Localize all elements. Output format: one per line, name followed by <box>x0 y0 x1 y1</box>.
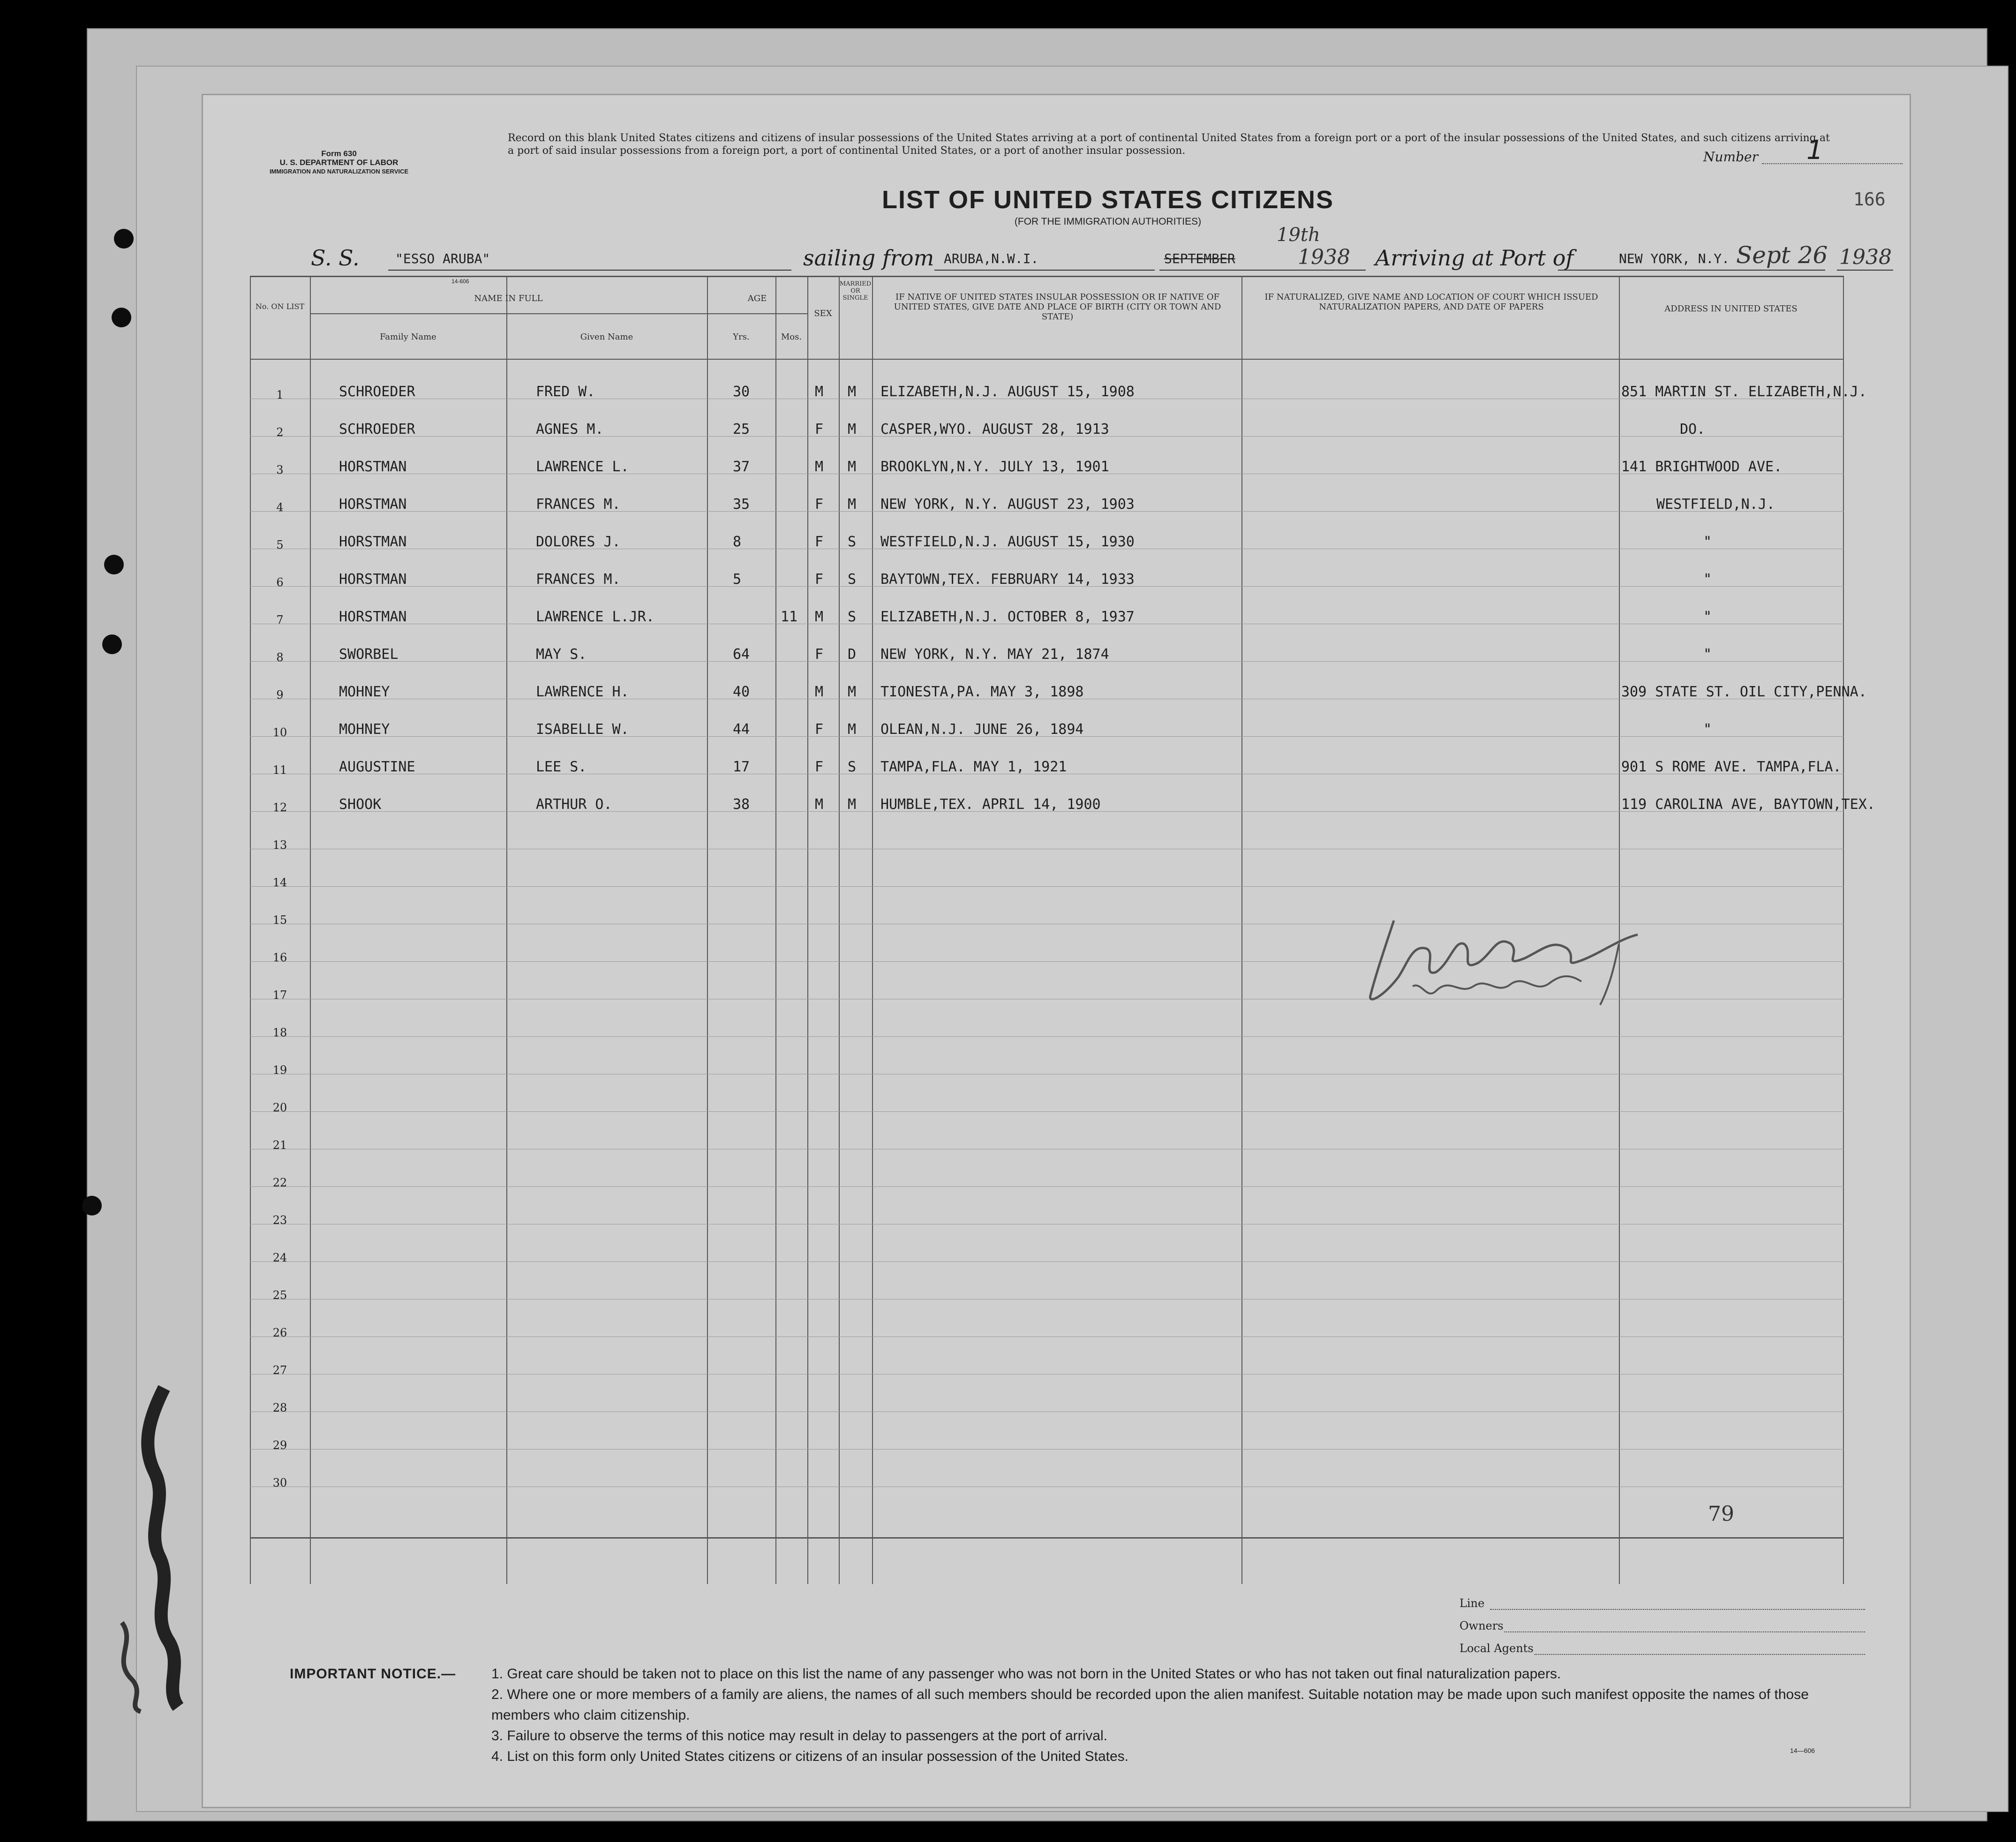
line-number: 11 <box>272 763 287 777</box>
margin-scribble <box>94 1379 216 1716</box>
header-age: AGE <box>747 294 767 303</box>
family-name-cell: AUGUSTINE <box>339 759 415 775</box>
line-number: 19 <box>272 1064 287 1077</box>
birth-info-cell: ELIZABETH,N.J. OCTOBER 8, 1937 <box>880 609 1135 625</box>
birth-info-cell: BAYTOWN,TEX. FEBRUARY 14, 1933 <box>880 571 1135 588</box>
birth-info-cell: NEW YORK, N.Y. MAY 21, 1874 <box>880 646 1109 663</box>
footer-code: 14—606 <box>1790 1747 1815 1754</box>
given-name-cell: LAWRENCE L. <box>536 459 629 475</box>
punch-hole <box>102 634 122 654</box>
address-cell: " <box>1703 571 1712 588</box>
family-name-cell: MOHNEY <box>339 721 390 738</box>
given-name-cell: DOLORES J. <box>536 534 621 550</box>
departure-day: 19th <box>1277 224 1320 246</box>
marital-status-cell: M <box>848 721 857 738</box>
owners-label: Owners <box>1459 1619 1504 1632</box>
local-agents-label: Local Agents <box>1459 1642 1534 1655</box>
line-number: 28 <box>272 1401 287 1414</box>
family-name-cell: HORSTMAN <box>339 459 407 475</box>
line-number: 5 <box>276 538 284 551</box>
address-cell: " <box>1703 646 1712 663</box>
line-number: 30 <box>272 1476 287 1489</box>
line-number: 8 <box>276 651 284 664</box>
line-number: 25 <box>272 1289 287 1302</box>
departure-year: 1938 <box>1298 245 1350 269</box>
line-number: 1 <box>276 388 284 401</box>
notice-item-1: 1. Great care should be taken not to place on this list the name of any passenger who was not born in the United States or who has not taken out final naturalization papers. <box>491 1666 1561 1682</box>
page-subtitle: (FOR THE IMMIGRATION AUTHORITIES) <box>1014 216 1202 227</box>
header-mos: Mos. <box>781 332 802 342</box>
sex-cell: F <box>815 571 824 588</box>
signature-image <box>1356 906 1656 1014</box>
sex-cell: F <box>815 534 824 550</box>
given-name-cell: AGNES M. <box>536 421 604 438</box>
family-name-cell: SCHROEDER <box>339 384 415 400</box>
address-cell: 119 CAROLINA AVE, BAYTOWN,TEX. <box>1621 796 1875 813</box>
notice-item-2: 2. Where one or more members of a family are aliens, the names of all such members should be recorded upon the alien manifest. Suitable notation may be made upon such manifest opposite the names of those members who claim citizenship. <box>491 1687 1809 1723</box>
sex-cell: M <box>815 684 824 700</box>
age-years-cell: 64 <box>733 646 750 663</box>
sex-cell: M <box>815 796 824 813</box>
arrival-date: Sept 26 <box>1736 242 1828 269</box>
marital-status-cell: M <box>848 384 857 400</box>
line-number: 7 <box>276 613 284 627</box>
line-number: 23 <box>272 1214 287 1227</box>
family-name-cell: MOHNEY <box>339 684 390 700</box>
sex-cell: F <box>815 759 824 775</box>
line-number: 21 <box>272 1139 287 1152</box>
address-cell: DO. <box>1680 421 1706 438</box>
given-name-cell: FRED W. <box>536 384 595 400</box>
age-years-cell: 40 <box>733 684 750 700</box>
sex-cell: F <box>815 421 824 438</box>
citizen-list-form <box>202 94 1911 1808</box>
given-name-cell: LAWRENCE H. <box>536 684 629 700</box>
age-years-cell: 38 <box>733 796 750 813</box>
age-years-cell: 44 <box>733 721 750 738</box>
number-underline <box>1762 163 1903 164</box>
line-number: 18 <box>272 1026 287 1039</box>
age-years-cell: 30 <box>733 384 750 400</box>
age-months-cell: 11 <box>781 609 798 625</box>
birth-info-cell: HUMBLE,TEX. APRIL 14, 1900 <box>880 796 1101 813</box>
marital-status-cell: S <box>848 759 857 775</box>
birth-info-cell: CASPER,WYO. AUGUST 28, 1913 <box>880 421 1109 438</box>
number-label: Number <box>1703 149 1758 165</box>
line-label: Line <box>1459 1597 1485 1610</box>
voyage-row <box>311 224 1905 278</box>
address-cell: 851 MARTIN ST. ELIZABETH,N.J. <box>1621 384 1867 400</box>
line-number: 26 <box>272 1326 287 1339</box>
age-years-cell: 8 <box>733 534 742 550</box>
age-years-cell: 35 <box>733 496 750 513</box>
departure-port: ARUBA,N.W.I. <box>944 251 1039 266</box>
birth-info-cell: TAMPA,FLA. MAY 1, 1921 <box>880 759 1067 775</box>
line-number: 17 <box>272 989 287 1002</box>
footer-fields <box>1459 1592 1534 1660</box>
sex-cell: F <box>815 496 824 513</box>
arrival-port: NEW YORK, N.Y. <box>1619 251 1730 266</box>
line-number: 16 <box>272 951 287 964</box>
sex-cell: M <box>815 384 824 400</box>
printing-code: 14-606 <box>451 278 469 285</box>
line-number: 4 <box>276 501 284 514</box>
header-sex: SEX <box>814 309 832 318</box>
sex-cell: F <box>815 721 824 738</box>
address-cell: 141 BRIGHTWOOD AVE. <box>1621 459 1783 475</box>
given-name-cell: ISABELLE W. <box>536 721 629 738</box>
sex-cell: F <box>815 646 824 663</box>
given-name-cell: LAWRENCE L.JR. <box>536 609 654 625</box>
line-number: 24 <box>272 1251 287 1264</box>
line-number: 14 <box>272 876 287 889</box>
birth-info-cell: BROOKLYN,N.Y. JULY 13, 1901 <box>880 459 1109 475</box>
ship-name: "ESSO ARUBA" <box>395 251 490 266</box>
form-instructions: Record on this blank United States citizens and citizens of insular possessions of the United States arriving at a port of continental United States from a foreign port or a port of the insular possessions of the United States, and such citizens arriving at a port of said insular possessions from a foreign port, a port of continental United States, or a port of another insular possession. <box>508 132 1830 157</box>
given-name-cell: FRANCES M. <box>536 496 621 513</box>
punch-hole <box>82 1196 102 1215</box>
header-yrs: Yrs. <box>733 332 750 342</box>
header-married-or-single: MARRIED OR SINGLE <box>839 280 872 302</box>
marital-status-cell: M <box>848 421 857 438</box>
birth-info-cell: OLEAN,N.J. JUNE 26, 1894 <box>880 721 1084 738</box>
family-name-cell: HORSTMAN <box>339 534 407 550</box>
family-name-cell: SWORBEL <box>339 646 399 663</box>
line-number: 20 <box>272 1101 287 1114</box>
notice-item-4: 4. List on this form only United States citizens or citizens of an insular possession of the United States. <box>491 1749 1129 1764</box>
page-mark: 79 <box>1708 1502 1734 1526</box>
header-family-name: Family Name <box>380 332 436 342</box>
marital-status-cell: S <box>848 571 857 588</box>
header-birth-info: IF NATIVE OF UNITED STATES INSULAR POSSESSION OR IF NATIVE OF UNITED STATES, GIVE DATE AND PLACE OF BIRTH (CITY OR TOWN AND STATE) <box>894 292 1221 322</box>
marital-status-cell: M <box>848 496 857 513</box>
birth-info-cell: NEW YORK, N.Y. AUGUST 23, 1903 <box>880 496 1135 513</box>
marital-status-cell: M <box>848 796 857 813</box>
age-years-cell: 37 <box>733 459 750 475</box>
age-years-cell: 17 <box>733 759 750 775</box>
header-naturalized: IF NATURALIZED, GIVE NAME AND LOCATION OF COURT WHICH ISSUED NATURALIZATION PAPERS, AND DATE OF PAPERS <box>1264 292 1598 312</box>
birth-info-cell: WESTFIELD,N.J. AUGUST 15, 1930 <box>880 534 1135 550</box>
sailing-label: sailing from <box>803 245 934 271</box>
line-number: 10 <box>272 726 287 739</box>
header-address: ADDRESS IN UNITED STATES <box>1664 304 1798 314</box>
line-number: 9 <box>276 688 284 702</box>
age-years-cell: 5 <box>733 571 742 588</box>
given-name-cell: MAY S. <box>536 646 587 663</box>
marital-status-cell: D <box>848 646 857 663</box>
family-name-cell: HORSTMAN <box>339 609 407 625</box>
line-number: 12 <box>272 801 287 814</box>
birth-info-cell: ELIZABETH,N.J. AUGUST 15, 1908 <box>880 384 1135 400</box>
line-number: 27 <box>272 1364 287 1377</box>
line-number: 6 <box>276 576 284 589</box>
header-given-name: Given Name <box>580 332 633 342</box>
form-identifier <box>245 149 433 176</box>
line-number: 2 <box>276 426 284 439</box>
notice-item-3: 3. Failure to observe the terms of this notice may result in delay to passengers at the port of arrival. <box>491 1728 1107 1744</box>
arrival-year: 1938 <box>1839 245 1892 269</box>
punch-hole <box>104 555 124 574</box>
punch-hole <box>114 229 134 249</box>
sex-cell: M <box>815 459 824 475</box>
line-number: 29 <box>272 1439 287 1452</box>
marital-status-cell: M <box>848 459 857 475</box>
punch-hole <box>112 308 131 327</box>
marital-status-cell: S <box>848 609 857 625</box>
line-number: 3 <box>276 463 284 476</box>
given-name-cell: LEE S. <box>536 759 587 775</box>
notice-heading: IMPORTANT NOTICE.— <box>290 1666 456 1682</box>
family-name-cell: SHOOK <box>339 796 382 813</box>
stamp-number: 166 <box>1853 189 1886 210</box>
address-cell: 901 S ROME AVE. TAMPA,FLA. <box>1621 759 1842 775</box>
page-title: LIST OF UNITED STATES CITIZENS <box>882 186 1334 214</box>
address-cell: " <box>1703 534 1712 550</box>
service-name: IMMIGRATION AND NATURALIZATION SERVICE <box>269 168 409 175</box>
department-name: U. S. DEPARTMENT OF LABOR <box>279 158 399 167</box>
list-number: 1 <box>1806 135 1823 166</box>
header-name-in-full: NAME IN FULL <box>474 294 543 303</box>
address-cell: " <box>1703 721 1712 738</box>
header-no-on-list: No. ON LIST <box>255 302 305 311</box>
birth-info-cell: TIONESTA,PA. MAY 3, 1898 <box>880 684 1084 700</box>
ss-label: S. S. <box>311 245 360 271</box>
line-number: 13 <box>272 838 287 852</box>
arriving-label: Arriving at Port of <box>1375 245 1574 271</box>
given-name-cell: FRANCES M. <box>536 571 621 588</box>
address-cell: 309 STATE ST. OIL CITY,PENNA. <box>1621 684 1867 700</box>
form-number: Form 630 <box>321 149 357 158</box>
given-name-cell: ARTHUR O. <box>536 796 612 813</box>
marital-status-cell: M <box>848 684 857 700</box>
age-years-cell: 25 <box>733 421 750 438</box>
family-name-cell: SCHROEDER <box>339 421 415 438</box>
family-name-cell: HORSTMAN <box>339 571 407 588</box>
address-cell: WESTFIELD,N.J. <box>1656 496 1775 513</box>
line-number: 22 <box>272 1176 287 1189</box>
family-name-cell: HORSTMAN <box>339 496 407 513</box>
marital-status-cell: S <box>848 534 857 550</box>
departure-month: SEPTEMBER <box>1164 251 1235 266</box>
sex-cell: M <box>815 609 824 625</box>
address-cell: " <box>1703 609 1712 625</box>
line-number: 15 <box>272 913 287 927</box>
